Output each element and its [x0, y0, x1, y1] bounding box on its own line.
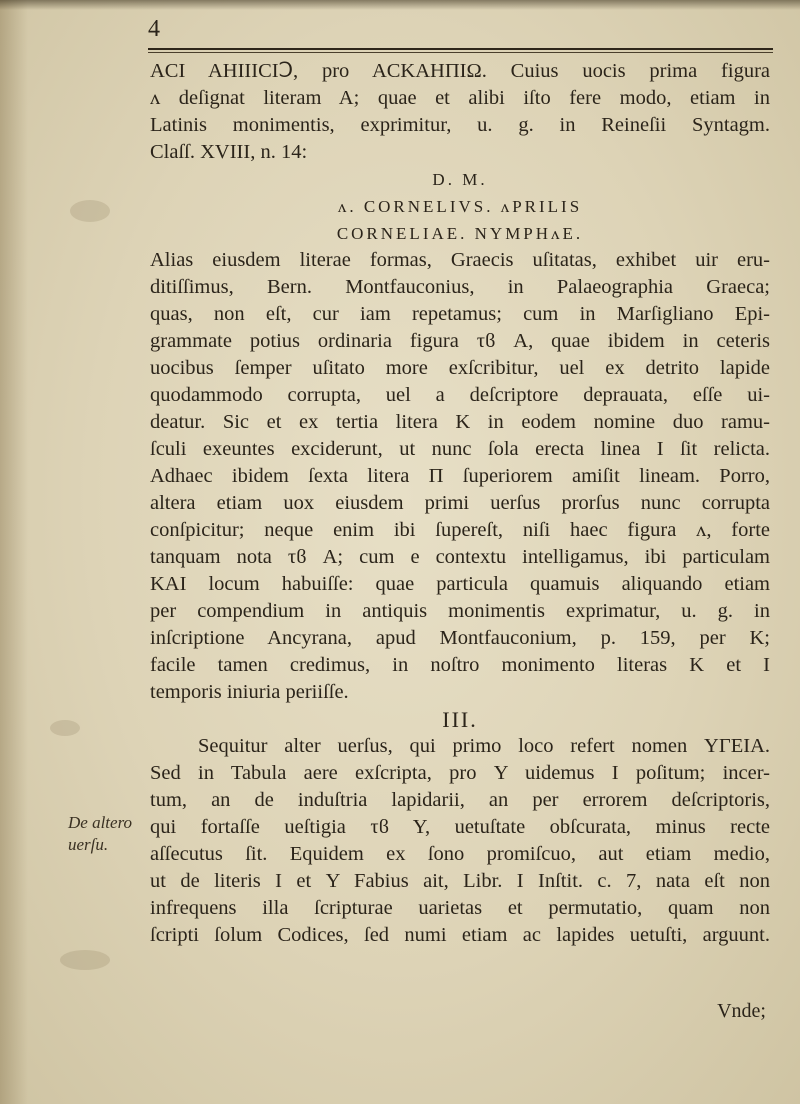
margin-note: De altero uerſu. — [68, 813, 133, 854]
text-line-15: ſculi exeuntes exciderunt, ut nunc ſola erecta linea I ſit relicta. — [150, 438, 770, 460]
text-line-3: Latinis monimentis, exprimitur, u. g. in Reineſii Syntagm. — [150, 114, 770, 136]
main-text — [150, 58, 770, 949]
paper-stain — [70, 200, 110, 222]
text-line-20: KAI locum habuiſſe: quae particula quamuis aliquando etiam — [150, 573, 770, 595]
text-line-19: tanquam nota τϐ A; cum e contextu intelligamus, ibi particulam — [150, 546, 770, 568]
page-number: 4 — [148, 16, 160, 42]
text-line-16: Adhaec ibidem ſexta litera Π ſuperiorem amiſit lineam. Porro, — [150, 465, 770, 487]
text-line-2: ʌ deſignat literam A; quae et alibi iſto fere modo, etiam in — [150, 87, 770, 109]
text-line-8: Alias eiusdem literae formas, Graecis uſitatas, exhibet uir eru- — [150, 249, 770, 271]
text-line-1: ACI AHIIICIↃ, pro ACKAHΠIΩ. Cuius uocis prima figura — [150, 60, 770, 82]
inscription-line-2: ʌ. CORNELIVS. ʌPRILIS — [337, 197, 583, 216]
text-line-33: ſcripti ſolum Codices, ſed numi etiam ac lapides uetuſti, arguunt. — [150, 924, 770, 946]
text-line-11: grammate potius ordinaria figura τϐ A, quae ibidem in ceteris — [150, 330, 770, 352]
page-edge-shadow — [0, 0, 28, 1104]
section-heading: III. — [442, 707, 478, 732]
catchword: Vnde; — [717, 1000, 766, 1022]
text-line-31: ut de literis I et Υ Fabius ait, Libr. I Inſtit. c. 7, nata eſt non — [150, 870, 770, 892]
inscription-line-1: D. M. — [432, 170, 488, 189]
text-line-29: qui fortaſſe ueſtigia τϐ Υ, uetuſtate obſcurata, minus recte — [150, 816, 770, 838]
text-line-27: Sed in Tabula aere exſcripta, pro Υ uidemus I poſitum; incer- — [150, 762, 770, 784]
text-line-26: Sequitur alter uerſus, qui primo loco refert nomen ΥΓΕΙΑ. — [198, 735, 770, 757]
text-line-13: quodammodo corrupta, uel a deſcriptore deprauata, eſſe ui- — [150, 384, 770, 406]
text-line-10: quas, non eſt, cur iam repetamus; cum in Marſigliano Epi- — [150, 303, 770, 325]
text-line-9: ditiſſimus, Bern. Montfauconius, in Palaeographia Graeca; — [150, 276, 770, 298]
text-line-30: aſſecutus ſit. Equidem ex ſono promiſcuo, aut etiam medio, — [150, 843, 770, 865]
text-line-32: infrequens illa ſcripturae uarietas et permutatio, quam non — [150, 897, 770, 919]
inscription-line-3: CORNELIAE. NYMPHʌE. — [336, 224, 584, 243]
header-rule — [148, 48, 773, 50]
page-top-edge — [0, 0, 800, 10]
text-line-18: conſpicitur; neque enim ibi ſupereſt, niſi haec figura ʌ, forte — [150, 519, 770, 541]
text-line-23: facile tamen credimus, in noſtro monimento literas K et I — [150, 654, 770, 676]
text-line-24: temporis iniuria periiſſe. — [150, 681, 349, 703]
text-line-22: inſcriptione Ancyrana, apud Montfauconium, p. 159, per K; — [150, 627, 770, 649]
paper-stain — [60, 950, 110, 970]
text-line-14: deatur. Sic et ex tertia litera K in eodem nomine duo ramu- — [150, 411, 770, 433]
paper-stain — [50, 720, 80, 736]
text-line-17: altera etiam uox eiusdem primi uerſus prorſus nunc corrupta — [150, 492, 770, 514]
text-line-21: per compendium in antiquis monimentis exprimatur, u. g. in — [150, 600, 770, 622]
header-rule-thin — [148, 52, 773, 53]
text-line-12: uocibus ſemper uſitato more exſcribitur, uel ex detrito lapide — [150, 357, 770, 379]
text-line-28: tum, an de induſtria lapidarii, an per errorem deſcriptoris, — [150, 789, 770, 811]
text-line-4: Claſſ. XVIII, n. 14: — [150, 141, 308, 163]
